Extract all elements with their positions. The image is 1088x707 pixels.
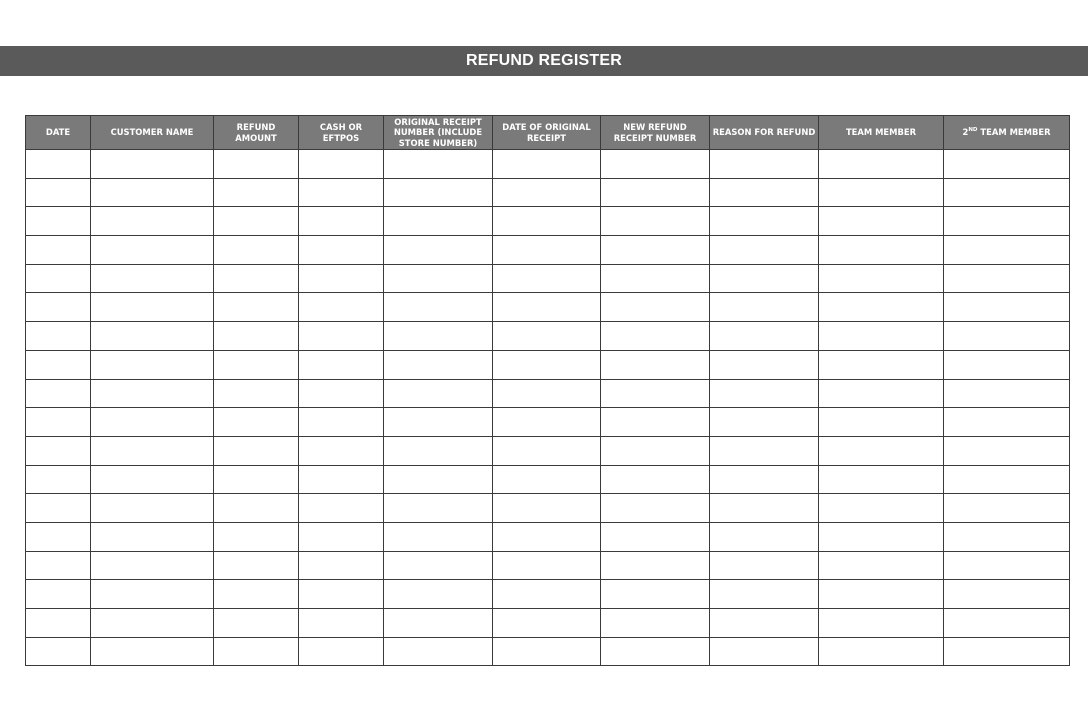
cell-second-team-member[interactable] xyxy=(944,178,1070,207)
cell-second-team-member[interactable] xyxy=(944,350,1070,379)
header-second-superscript: ND xyxy=(968,127,978,134)
cell-new-refund-receipt-number[interactable] xyxy=(601,522,710,551)
table-row xyxy=(26,436,1070,465)
cell-customer-name[interactable] xyxy=(91,494,214,523)
cell-reason-for-refund[interactable] xyxy=(710,522,819,551)
cell-refund-amount[interactable] xyxy=(214,551,299,580)
cell-original-receipt-number[interactable] xyxy=(384,465,493,494)
table-row xyxy=(26,408,1070,437)
header-second-label: TEAM MEMBER xyxy=(980,127,1051,138)
cell-date-of-original-receipt[interactable] xyxy=(493,436,601,465)
table-row xyxy=(26,609,1070,638)
cell-reason-for-refund[interactable] xyxy=(710,494,819,523)
cell-date-of-original-receipt[interactable] xyxy=(493,236,601,265)
cell-new-refund-receipt-number[interactable] xyxy=(601,150,710,179)
header-second-team-member xyxy=(944,116,1070,150)
cell-date[interactable] xyxy=(26,178,91,207)
page-title: REFUND REGISTER xyxy=(0,46,1088,76)
cell-cash-or-eftpos[interactable] xyxy=(299,150,384,179)
cell-customer-name[interactable] xyxy=(91,637,214,666)
cell-second-team-member[interactable] xyxy=(944,580,1070,609)
cell-original-receipt-number[interactable] xyxy=(384,580,493,609)
cell-cash-or-eftpos[interactable] xyxy=(299,580,384,609)
cell-second-team-member[interactable] xyxy=(944,408,1070,437)
cell-refund-amount[interactable] xyxy=(214,494,299,523)
cell-original-receipt-number[interactable] xyxy=(384,322,493,351)
cell-customer-name[interactable] xyxy=(91,551,214,580)
cell-date-of-original-receipt[interactable] xyxy=(493,580,601,609)
cell-cash-or-eftpos[interactable] xyxy=(299,264,384,293)
cell-date[interactable] xyxy=(26,436,91,465)
cell-refund-amount[interactable] xyxy=(214,609,299,638)
cell-second-team-member[interactable] xyxy=(944,551,1070,580)
table-row xyxy=(26,178,1070,207)
cell-second-team-member[interactable] xyxy=(944,609,1070,638)
cell-date[interactable] xyxy=(26,465,91,494)
cell-date-of-original-receipt[interactable] xyxy=(493,264,601,293)
cell-original-receipt-number[interactable] xyxy=(384,264,493,293)
cell-new-refund-receipt-number[interactable] xyxy=(601,322,710,351)
cell-second-team-member[interactable] xyxy=(944,150,1070,179)
cell-refund-amount[interactable] xyxy=(214,322,299,351)
cell-team-member[interactable] xyxy=(819,465,944,494)
header-date-of-original-receipt: DATE OF ORIGINAL RECEIPT xyxy=(493,116,601,150)
header-original-receipt-number: ORIGINAL RECEIPT NUMBER (INCLUDE STORE NUMBER) xyxy=(384,116,493,150)
cell-team-member[interactable] xyxy=(819,293,944,322)
cell-new-refund-receipt-number[interactable] xyxy=(601,637,710,666)
cell-cash-or-eftpos[interactable] xyxy=(299,293,384,322)
table-row xyxy=(26,494,1070,523)
cell-team-member[interactable] xyxy=(819,207,944,236)
table-row xyxy=(26,236,1070,265)
cell-original-receipt-number[interactable] xyxy=(384,408,493,437)
header-team-member: TEAM MEMBER xyxy=(819,116,944,150)
table-row xyxy=(26,551,1070,580)
cell-reason-for-refund[interactable] xyxy=(710,207,819,236)
table-row xyxy=(26,350,1070,379)
cell-reason-for-refund[interactable] xyxy=(710,322,819,351)
header-date: DATE xyxy=(26,116,91,150)
cell-date[interactable] xyxy=(26,264,91,293)
cell-reason-for-refund[interactable] xyxy=(710,465,819,494)
table-row xyxy=(26,580,1070,609)
cell-refund-amount[interactable] xyxy=(214,293,299,322)
cell-refund-amount[interactable] xyxy=(214,637,299,666)
cell-team-member[interactable] xyxy=(819,408,944,437)
cell-refund-amount[interactable] xyxy=(214,580,299,609)
cell-date[interactable] xyxy=(26,150,91,179)
cell-cash-or-eftpos[interactable] xyxy=(299,436,384,465)
cell-second-team-member[interactable] xyxy=(944,436,1070,465)
cell-date-of-original-receipt[interactable] xyxy=(493,178,601,207)
cell-reason-for-refund[interactable] xyxy=(710,379,819,408)
table-row xyxy=(26,207,1070,236)
cell-new-refund-receipt-number[interactable] xyxy=(601,494,710,523)
cell-customer-name[interactable] xyxy=(91,379,214,408)
cell-new-refund-receipt-number[interactable] xyxy=(601,236,710,265)
cell-reason-for-refund[interactable] xyxy=(710,150,819,179)
cell-cash-or-eftpos[interactable] xyxy=(299,322,384,351)
cell-date-of-original-receipt[interactable] xyxy=(493,522,601,551)
cell-refund-amount[interactable] xyxy=(214,350,299,379)
cell-customer-name[interactable] xyxy=(91,236,214,265)
cell-date[interactable] xyxy=(26,580,91,609)
cell-original-receipt-number[interactable] xyxy=(384,522,493,551)
cell-new-refund-receipt-number[interactable] xyxy=(601,465,710,494)
cell-team-member[interactable] xyxy=(819,150,944,179)
table-row xyxy=(26,522,1070,551)
cell-team-member[interactable] xyxy=(819,551,944,580)
cell-date-of-original-receipt[interactable] xyxy=(493,609,601,638)
cell-team-member[interactable] xyxy=(819,322,944,351)
cell-date[interactable] xyxy=(26,379,91,408)
cell-team-member[interactable] xyxy=(819,236,944,265)
cell-team-member[interactable] xyxy=(819,637,944,666)
cell-team-member[interactable] xyxy=(819,264,944,293)
cell-original-receipt-number[interactable] xyxy=(384,494,493,523)
cell-original-receipt-number[interactable] xyxy=(384,150,493,179)
cell-second-team-member[interactable] xyxy=(944,322,1070,351)
cell-original-receipt-number[interactable] xyxy=(384,379,493,408)
cell-cash-or-eftpos[interactable] xyxy=(299,408,384,437)
cell-date-of-original-receipt[interactable] xyxy=(493,408,601,437)
cell-date-of-original-receipt[interactable] xyxy=(493,465,601,494)
cell-date-of-original-receipt[interactable] xyxy=(493,322,601,351)
cell-date[interactable] xyxy=(26,293,91,322)
cell-team-member[interactable] xyxy=(819,580,944,609)
cell-reason-for-refund[interactable] xyxy=(710,264,819,293)
cell-new-refund-receipt-number[interactable] xyxy=(601,551,710,580)
cell-customer-name[interactable] xyxy=(91,436,214,465)
cell-date-of-original-receipt[interactable] xyxy=(493,551,601,580)
cell-original-receipt-number[interactable] xyxy=(384,293,493,322)
cell-date-of-original-receipt[interactable] xyxy=(493,150,601,179)
cell-second-team-member[interactable] xyxy=(944,522,1070,551)
cell-date[interactable] xyxy=(26,350,91,379)
cell-team-member[interactable] xyxy=(819,379,944,408)
cell-cash-or-eftpos[interactable] xyxy=(299,178,384,207)
cell-team-member[interactable] xyxy=(819,609,944,638)
cell-date-of-original-receipt[interactable] xyxy=(493,293,601,322)
cell-refund-amount[interactable] xyxy=(214,465,299,494)
cell-customer-name[interactable] xyxy=(91,408,214,437)
cell-customer-name[interactable] xyxy=(91,322,214,351)
cell-second-team-member[interactable] xyxy=(944,637,1070,666)
cell-refund-amount[interactable] xyxy=(214,436,299,465)
table-row xyxy=(26,322,1070,351)
cell-date[interactable] xyxy=(26,551,91,580)
cell-refund-amount[interactable] xyxy=(214,207,299,236)
cell-cash-or-eftpos[interactable] xyxy=(299,609,384,638)
cell-original-receipt-number[interactable] xyxy=(384,178,493,207)
table-row xyxy=(26,465,1070,494)
cell-second-team-member[interactable] xyxy=(944,465,1070,494)
header-second-prefix: 2 xyxy=(962,127,969,138)
cell-cash-or-eftpos[interactable] xyxy=(299,379,384,408)
cell-original-receipt-number[interactable] xyxy=(384,207,493,236)
cell-second-team-member[interactable] xyxy=(944,293,1070,322)
cell-reason-for-refund[interactable] xyxy=(710,236,819,265)
cell-date[interactable] xyxy=(26,236,91,265)
cell-cash-or-eftpos[interactable] xyxy=(299,236,384,265)
cell-cash-or-eftpos[interactable] xyxy=(299,465,384,494)
cell-reason-for-refund[interactable] xyxy=(710,609,819,638)
cell-reason-for-refund[interactable] xyxy=(710,580,819,609)
cell-cash-or-eftpos[interactable] xyxy=(299,522,384,551)
cell-date-of-original-receipt[interactable] xyxy=(493,379,601,408)
cell-team-member[interactable] xyxy=(819,436,944,465)
cell-refund-amount[interactable] xyxy=(214,236,299,265)
cell-customer-name[interactable] xyxy=(91,264,214,293)
cell-refund-amount[interactable] xyxy=(214,178,299,207)
cell-customer-name[interactable] xyxy=(91,293,214,322)
cell-refund-amount[interactable] xyxy=(214,522,299,551)
table-row xyxy=(26,637,1070,666)
cell-new-refund-receipt-number[interactable] xyxy=(601,436,710,465)
cell-reason-for-refund[interactable] xyxy=(710,350,819,379)
cell-cash-or-eftpos[interactable] xyxy=(299,350,384,379)
cell-new-refund-receipt-number[interactable] xyxy=(601,350,710,379)
table-row xyxy=(26,379,1070,408)
cell-customer-name[interactable] xyxy=(91,178,214,207)
cell-second-team-member[interactable] xyxy=(944,236,1070,265)
cell-cash-or-eftpos[interactable] xyxy=(299,637,384,666)
cell-date[interactable] xyxy=(26,637,91,666)
cell-new-refund-receipt-number[interactable] xyxy=(601,379,710,408)
cell-team-member[interactable] xyxy=(819,350,944,379)
cell-refund-amount[interactable] xyxy=(214,408,299,437)
header-reason-for-refund: REASON FOR REFUND xyxy=(710,116,819,150)
cell-original-receipt-number[interactable] xyxy=(384,236,493,265)
register-body xyxy=(26,150,1070,666)
header-cash-or-eftpos: CASH OR EFTPOS xyxy=(299,116,384,150)
cell-date[interactable] xyxy=(26,408,91,437)
header-new-refund-receipt-number: NEW REFUND RECEIPT NUMBER xyxy=(601,116,710,150)
cell-reason-for-refund[interactable] xyxy=(710,293,819,322)
cell-new-refund-receipt-number[interactable] xyxy=(601,293,710,322)
cell-date-of-original-receipt[interactable] xyxy=(493,350,601,379)
cell-date[interactable] xyxy=(26,207,91,236)
cell-new-refund-receipt-number[interactable] xyxy=(601,408,710,437)
cell-second-team-member[interactable] xyxy=(944,207,1070,236)
table-row xyxy=(26,150,1070,179)
header-refund-amount: REFUND AMOUNT xyxy=(214,116,299,150)
cell-original-receipt-number[interactable] xyxy=(384,350,493,379)
cell-cash-or-eftpos[interactable] xyxy=(299,494,384,523)
cell-original-receipt-number[interactable] xyxy=(384,609,493,638)
cell-customer-name[interactable] xyxy=(91,580,214,609)
cell-new-refund-receipt-number[interactable] xyxy=(601,264,710,293)
cell-second-team-member[interactable] xyxy=(944,494,1070,523)
cell-reason-for-refund[interactable] xyxy=(710,408,819,437)
cell-refund-amount[interactable] xyxy=(214,150,299,179)
table-row xyxy=(26,264,1070,293)
cell-reason-for-refund[interactable] xyxy=(710,551,819,580)
cell-second-team-member[interactable] xyxy=(944,264,1070,293)
cell-refund-amount[interactable] xyxy=(214,379,299,408)
cell-customer-name[interactable] xyxy=(91,350,214,379)
cell-original-receipt-number[interactable] xyxy=(384,637,493,666)
cell-reason-for-refund[interactable] xyxy=(710,637,819,666)
cell-date-of-original-receipt[interactable] xyxy=(493,494,601,523)
cell-original-receipt-number[interactable] xyxy=(384,436,493,465)
cell-customer-name[interactable] xyxy=(91,150,214,179)
cell-refund-amount[interactable] xyxy=(214,264,299,293)
cell-date[interactable] xyxy=(26,609,91,638)
header-row xyxy=(26,116,1070,150)
cell-team-member[interactable] xyxy=(819,494,944,523)
cell-customer-name[interactable] xyxy=(91,465,214,494)
cell-customer-name[interactable] xyxy=(91,522,214,551)
cell-date[interactable] xyxy=(26,522,91,551)
cell-date-of-original-receipt[interactable] xyxy=(493,207,601,236)
cell-new-refund-receipt-number[interactable] xyxy=(601,609,710,638)
cell-date-of-original-receipt[interactable] xyxy=(493,637,601,666)
header-customer-name: CUSTOMER NAME xyxy=(91,116,214,150)
cell-cash-or-eftpos[interactable] xyxy=(299,207,384,236)
cell-new-refund-receipt-number[interactable] xyxy=(601,178,710,207)
cell-cash-or-eftpos[interactable] xyxy=(299,551,384,580)
cell-reason-for-refund[interactable] xyxy=(710,178,819,207)
cell-team-member[interactable] xyxy=(819,178,944,207)
cell-new-refund-receipt-number[interactable] xyxy=(601,207,710,236)
cell-customer-name[interactable] xyxy=(91,207,214,236)
cell-original-receipt-number[interactable] xyxy=(384,551,493,580)
refund-register-table xyxy=(25,115,1070,666)
cell-customer-name[interactable] xyxy=(91,609,214,638)
table-row xyxy=(26,293,1070,322)
cell-date[interactable] xyxy=(26,494,91,523)
cell-second-team-member[interactable] xyxy=(944,379,1070,408)
cell-date[interactable] xyxy=(26,322,91,351)
cell-team-member[interactable] xyxy=(819,522,944,551)
cell-reason-for-refund[interactable] xyxy=(710,436,819,465)
cell-new-refund-receipt-number[interactable] xyxy=(601,580,710,609)
